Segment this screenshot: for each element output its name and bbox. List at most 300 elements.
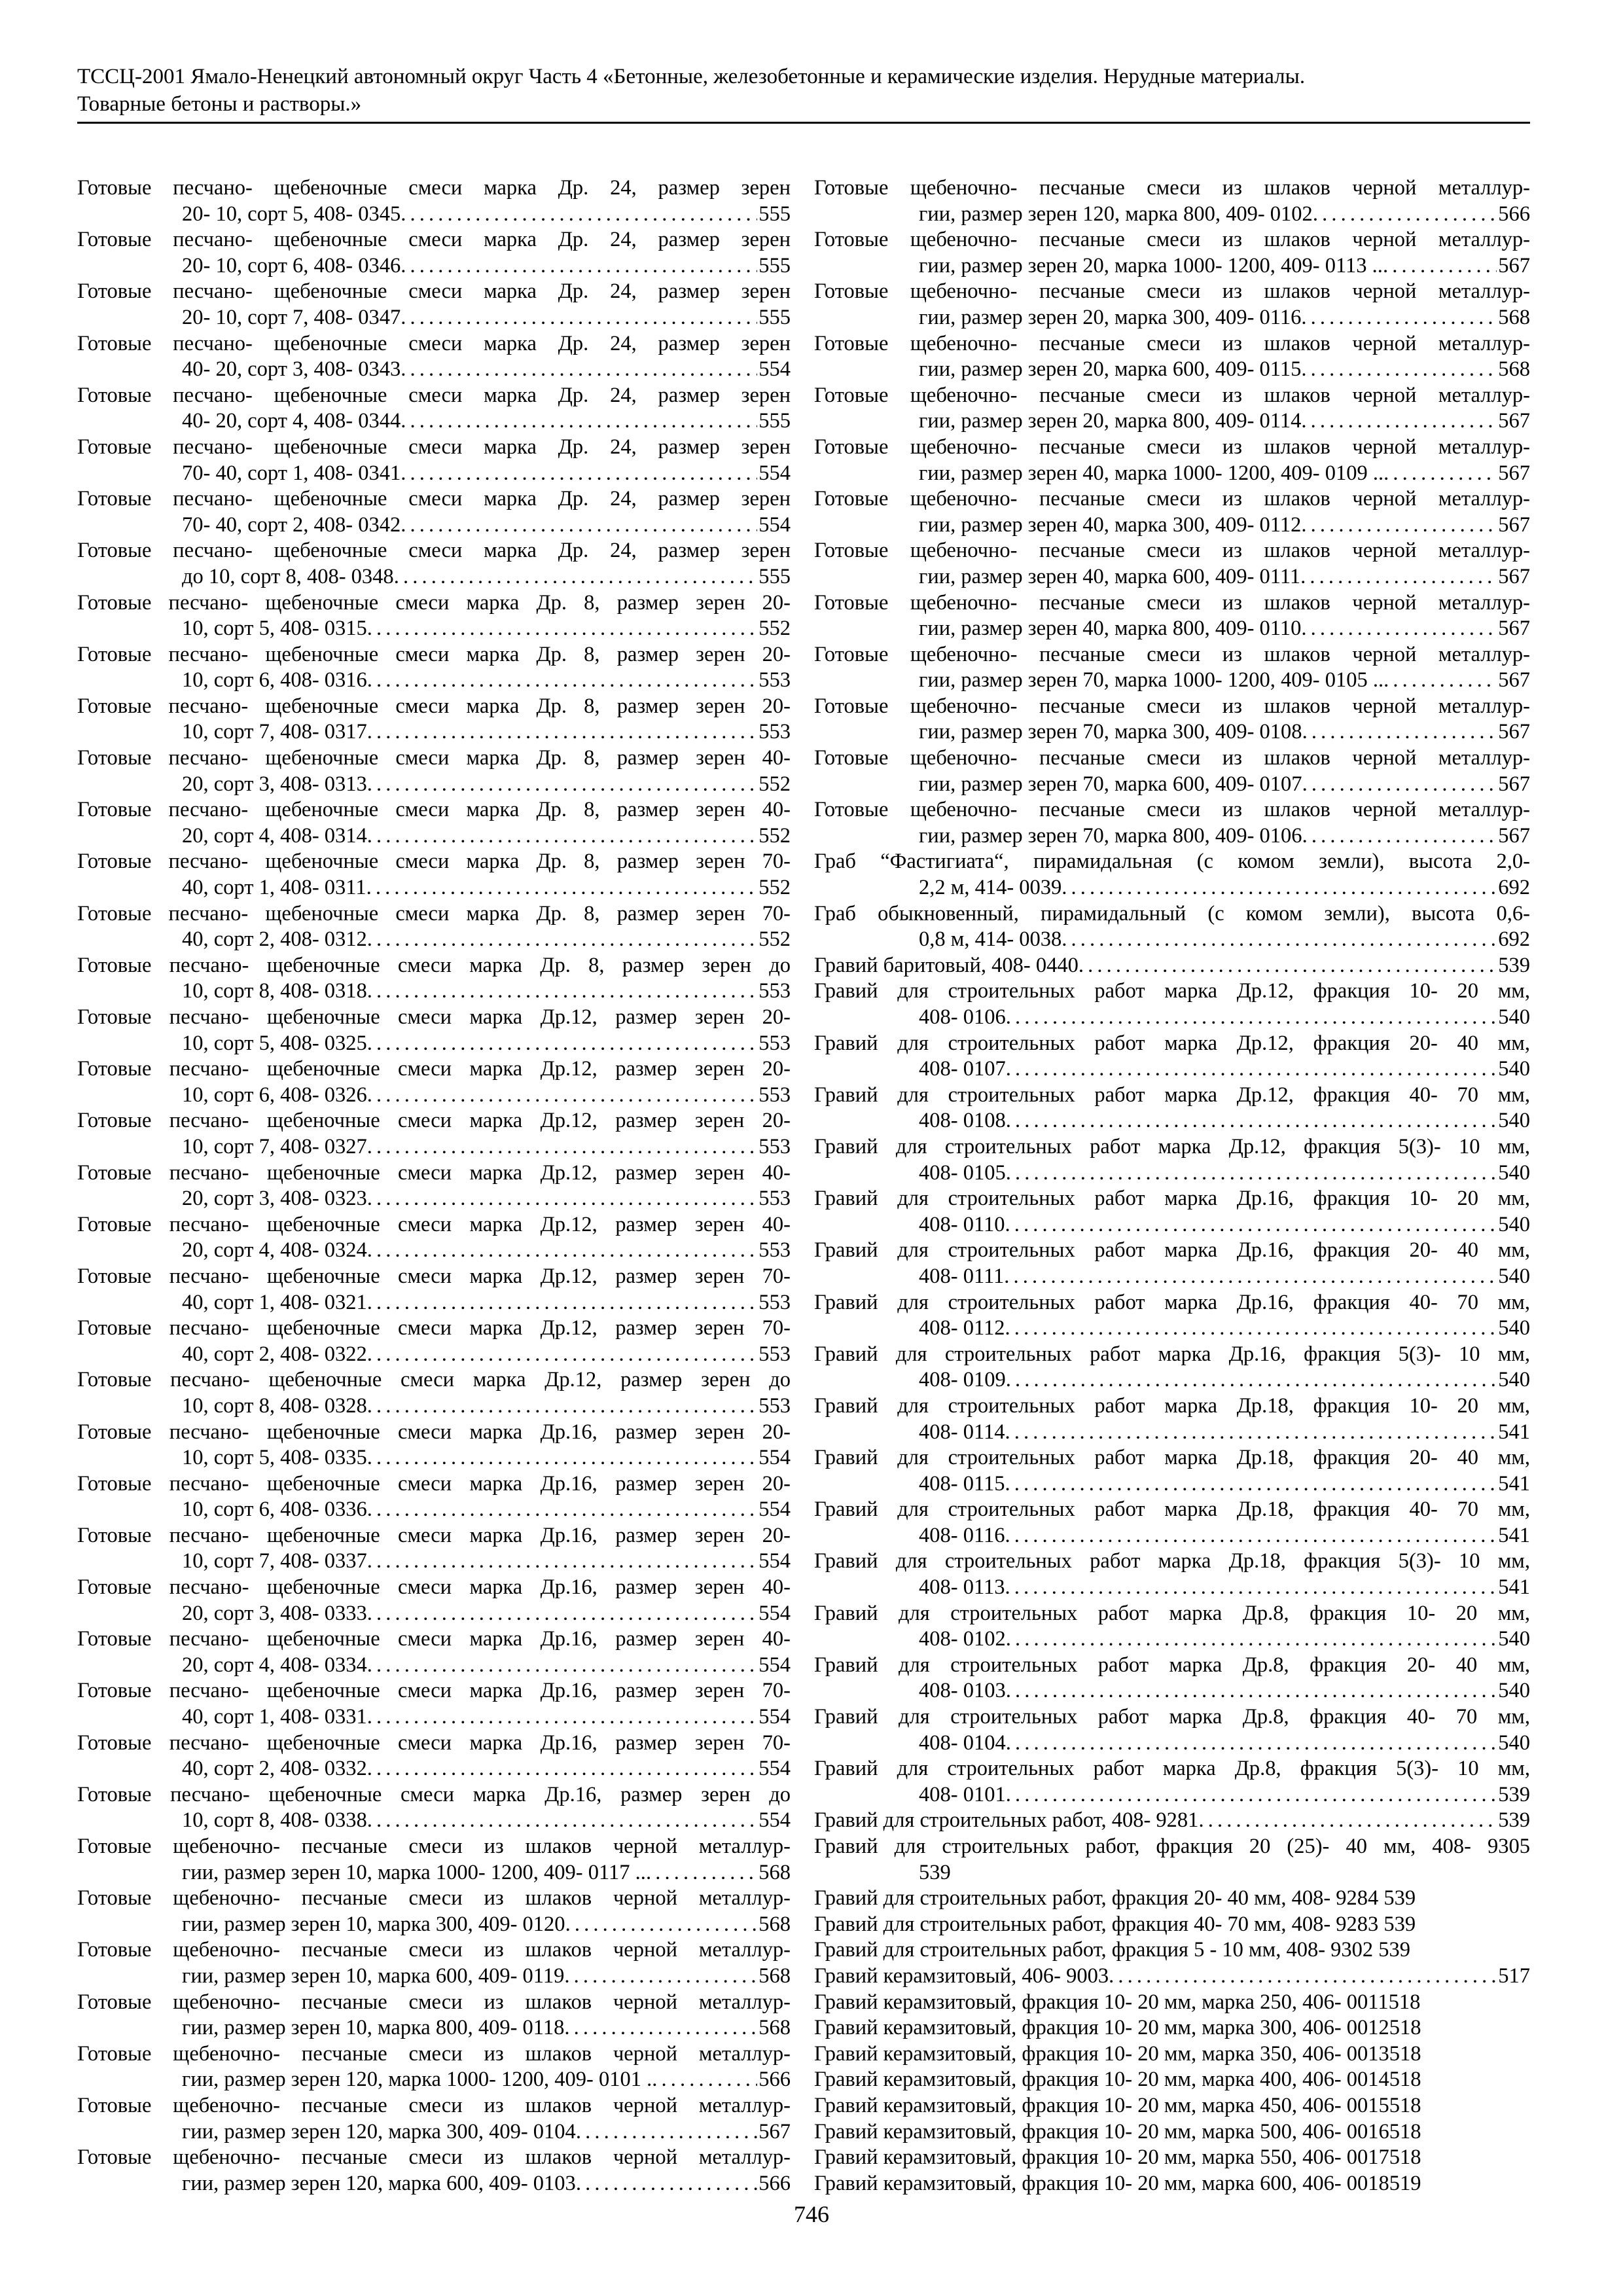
index-entry: [814, 279, 1530, 331]
entry-continuation: [814, 305, 1530, 331]
entry-continuation: [77, 1808, 791, 1834]
entry-continuation-text: 539: [919, 1860, 951, 1884]
index-entry: [77, 1471, 791, 1523]
index-entry: [77, 694, 791, 745]
entry-continuation: [77, 772, 791, 798]
entry-continuation: [77, 1083, 791, 1109]
index-entry: [814, 1342, 1530, 1393]
entry-continuation-text: 40, сорт 1, 408- 0311: [182, 876, 366, 900]
entry-text: Готовые песчано- щебеночные смеси марка Др. 8, размер зерен 70-: [77, 901, 791, 925]
index-entry: [814, 745, 1530, 797]
index-entry: [814, 1808, 1530, 1834]
entry-continuation-text: 408- 0103: [919, 1679, 1006, 1703]
entry-continuation: [814, 1471, 1530, 1498]
dot-leader: [1005, 1212, 1497, 1238]
entry-text: Готовые щебеночно- песчаные смеси из шлаков черной металлур-: [814, 228, 1530, 252]
entry-continuation-text: 20- 10, сорт 6, 408- 0346: [182, 253, 401, 278]
entry-text: Гравий для строительных работ марка Др.8, фракция 5(3)- 10 мм,: [814, 1757, 1530, 1781]
entry-text: Гравий для строительных работ марка Др.12, фракция 10- 20 мм,: [814, 979, 1530, 1003]
page-ref: 540: [1498, 1264, 1530, 1288]
dot-leader: [1005, 1523, 1497, 1549]
dot-leader: [367, 719, 757, 745]
entry-continuation: [77, 875, 791, 901]
entry-continuation: [814, 1678, 1530, 1704]
dot-leader: [646, 1860, 757, 1886]
page-ref: 540: [1498, 1109, 1530, 1133]
entry-continuation: [77, 1912, 791, 1938]
index-entry: [814, 1756, 1530, 1808]
entry-continuation: [77, 616, 791, 642]
page-ref: 554: [758, 1705, 791, 1729]
entry-continuation: [814, 1264, 1530, 1290]
dot-leader: [564, 1964, 757, 1990]
index-entry: [77, 1523, 791, 1575]
page-ref: 540: [1498, 1160, 1530, 1185]
dot-leader: [1061, 875, 1497, 901]
entry-text: Готовые песчано- щебеночные смеси марка Др.16, размер зерен 40-: [77, 1627, 791, 1651]
page-ref: 553: [758, 1134, 791, 1158]
entry-continuation: [77, 2119, 791, 2145]
dot-leader: [366, 875, 758, 901]
page-ref: 554: [758, 1808, 791, 1833]
entry-continuation: [814, 1367, 1530, 1393]
page-ref: 554: [758, 1549, 791, 1573]
entry-continuation-text: 408- 0109: [919, 1368, 1006, 1392]
entry-continuation-text: 10, сорт 8, 408- 0318: [182, 979, 367, 1003]
entry-continuation: [814, 772, 1530, 798]
entry-text: Готовые песчано- щебеночные смеси марка Др. 24, размер зерен: [77, 228, 791, 252]
entry-continuation: [77, 719, 791, 745]
dot-leader: [1005, 1471, 1497, 1498]
entry-text: Готовые песчано- щебеночные смеси марка Др. 24, размер зерен: [77, 383, 791, 407]
entry-continuation: [77, 1756, 791, 1782]
entry-text: Гравий для строительных работ марка Др.16, фракция 40- 70 мм,: [814, 1290, 1530, 1314]
entry-continuation: [77, 253, 791, 279]
entry-continuation-text: гии, размер зерен 120, марка 600, 409- 0103: [182, 2171, 576, 2195]
page-ref: 555: [758, 409, 791, 433]
index-entry: [814, 1990, 1530, 2016]
entry-text: Готовые щебеночно- песчаные смеси из шлаков черной металлур-: [814, 746, 1530, 770]
entry-continuation-text: 408- 0104: [919, 1731, 1006, 1755]
entry-line: [814, 953, 1530, 979]
index-entry: [77, 1626, 791, 1678]
index-entry: [77, 1782, 791, 1834]
dot-leader: [1301, 512, 1497, 539]
entry-text: Готовые песчано- щебеночные смеси марка Др. 8, размер зерен 20-: [77, 590, 791, 615]
entry-text: Готовые щебеночно- песчаные смеси из шлаков черной металлур-: [814, 279, 1530, 304]
entry-text: Готовые песчано- щебеночные смеси марка Др.12, размер зерен 20-: [77, 1005, 791, 1029]
page-ref: 553: [758, 1393, 791, 1418]
entry-continuation-text: 10, сорт 5, 408- 0315: [182, 617, 367, 641]
dot-leader: [367, 1549, 757, 1575]
entry-text: Готовые песчано- щебеночные смеси марка Др. 8, размер зерен 20-: [77, 642, 791, 666]
entry-continuation-text: 20, сорт 3, 408- 0323: [182, 1187, 367, 1211]
dot-leader: [1004, 1264, 1497, 1290]
entry-continuation-text: гии, размер зерен 40, марка 1000- 1200, 409- 0109 ..: [919, 461, 1384, 485]
entry-continuation: [77, 1238, 791, 1264]
page-ref: 553: [758, 1342, 791, 1366]
index-entry: [77, 1937, 791, 1989]
entry-text: Гравий керамзитовый, 406- 9003: [814, 1964, 1109, 1988]
entry-continuation-text: 408- 0112: [919, 1316, 1005, 1340]
entry-text: Готовые щебеночно- песчаные смеси из шлаков черной металлур-: [77, 1990, 791, 2014]
entry-continuation-text: гии, размер зерен 40, марка 800, 409- 0110: [919, 617, 1302, 641]
dot-leader: [401, 512, 757, 539]
entry-continuation: [814, 616, 1530, 642]
page-ref: 517: [1498, 1964, 1530, 1988]
dot-leader: [367, 1393, 757, 1420]
page-ref: 540: [1498, 1005, 1530, 1029]
entry-continuation: [814, 1860, 1530, 1886]
entry-continuation-text: гии, размер зерен 10, марка 600, 409- 0119: [182, 1964, 565, 1988]
entry-text: Готовые песчано- щебеночные смеси марка Др.12, размер зерен до: [77, 1368, 791, 1392]
dot-leader: [1006, 1626, 1497, 1653]
entry-continuation-text: 20- 10, сорт 7, 408- 0347: [182, 305, 401, 329]
header-rule: [77, 122, 1530, 124]
entry-continuation: [814, 1316, 1530, 1342]
entry-continuation: [814, 564, 1530, 590]
dot-leader: [1006, 1160, 1497, 1187]
entry-text: Гравий баритовый, 408- 0440: [814, 953, 1079, 977]
entry-continuation: [77, 1134, 791, 1160]
entry-text: Гравий для строительных работ, фракция 40- 70 мм, 408- 9283 539: [814, 1912, 1416, 1936]
index-entry: [77, 953, 791, 1005]
dot-leader: [401, 305, 757, 331]
entry-continuation-text: гии, размер зерен 70, марка 1000- 1200, 409- 0105 ..: [919, 668, 1384, 692]
entry-continuation-text: 10, сорт 7, 408- 0317: [182, 720, 367, 744]
dot-leader: [367, 1083, 757, 1109]
dot-leader: [367, 823, 757, 850]
entry-continuation-text: гии, размер зерен 70, марка 600, 409- 0107: [919, 772, 1302, 796]
page-ref: 553: [758, 1031, 791, 1055]
page-ref: 553: [758, 979, 791, 1003]
entry-continuation-text: гии, размер зерен 120, марка 1000- 1200, 409- 0101 .: [182, 2068, 652, 2092]
dot-leader: [564, 2015, 757, 2041]
entry-continuation: [77, 1704, 791, 1731]
index-entry: [814, 175, 1530, 227]
dot-leader: [367, 1031, 757, 1057]
entry-continuation-text: 408- 0111: [919, 1264, 1005, 1288]
entry-continuation: [814, 1420, 1530, 1446]
entry-continuation-text: 408- 0114: [919, 1420, 1005, 1444]
entry-continuation-text: 10, сорт 8, 408- 0328: [182, 1393, 367, 1418]
dot-leader: [1079, 953, 1497, 979]
page-ref: 553: [758, 1290, 791, 1314]
entry-text: Готовые песчано- щебеночные смеси марка Др.12, размер зерен 40-: [77, 1212, 791, 1236]
dot-leader: [565, 1912, 758, 1938]
entry-continuation-text: 408- 0116: [919, 1523, 1005, 1547]
index-entry: [814, 1653, 1530, 1704]
entry-continuation: [814, 1005, 1530, 1031]
dot-leader: [1302, 823, 1497, 850]
entry-text: Гравий для строительных работ, фракция 5 - 10 мм, 408- 9302 539: [814, 1938, 1411, 1962]
entry-continuation-text: 20, сорт 4, 408- 0314: [182, 823, 367, 848]
entry-continuation: [77, 1393, 791, 1420]
page-ref: 567: [1498, 617, 1530, 641]
index-entry: [77, 331, 791, 383]
page-ref: 555: [758, 253, 791, 278]
dot-leader: [367, 1290, 757, 1316]
index-entry: [77, 1160, 791, 1212]
index-entry: [814, 227, 1530, 279]
entry-text: Готовые песчано- щебеночные смеси марка Др. 24, размер зерен: [77, 176, 791, 200]
entry-continuation: [814, 823, 1530, 850]
dot-leader: [367, 1808, 757, 1834]
dot-leader: [576, 2171, 757, 2197]
index-entry: [77, 1575, 791, 1626]
index-entry: [814, 1238, 1530, 1289]
entry-continuation-text: 0,8 м, 414- 0038: [919, 927, 1062, 952]
entry-continuation: [814, 408, 1530, 435]
entry-text: Готовые песчано- щебеночные смеси марка Др. 24, размер зерен: [77, 539, 791, 563]
entry-continuation: [77, 1964, 791, 1990]
entry-continuation-text: до 10, сорт 8, 408- 0348: [182, 564, 394, 588]
page-ref: 692: [1498, 876, 1530, 900]
index-entry: [814, 590, 1530, 642]
entry-text: Гравий керамзитовый, фракция 10- 20 мм, марка 250, 406- 0011518: [814, 1990, 1421, 2014]
entry-continuation-text: гии, размер зерен 40, марка 300, 409- 0112: [919, 512, 1302, 537]
index-entry: [814, 1393, 1530, 1445]
dot-leader: [1006, 1056, 1497, 1083]
entry-text: Готовые щебеночно- песчаные смеси из шлаков черной металлур-: [814, 331, 1530, 355]
entry-continuation-text: 20, сорт 4, 408- 0334: [182, 1653, 367, 1677]
index-entry: [814, 2015, 1530, 2041]
entry-continuation: [814, 1056, 1530, 1083]
index-entry: [814, 901, 1530, 953]
index-entry: [814, 435, 1530, 486]
dot-leader: [401, 202, 757, 228]
index-entry: [814, 331, 1530, 383]
dot-leader: [1383, 253, 1497, 279]
page-ref: 540: [1498, 1316, 1530, 1340]
entry-text: Гравий для строительных работ марка Др.12, фракция 40- 70 мм,: [814, 1083, 1530, 1107]
index-entry: [77, 2041, 791, 2093]
page-ref: 540: [1498, 1057, 1530, 1081]
index-entry: [814, 1704, 1530, 1756]
dot-leader: [367, 978, 757, 1005]
index-entry: [77, 1834, 791, 1886]
index-entry: [814, 1290, 1530, 1342]
page-ref: 567: [1498, 409, 1530, 433]
entry-text: Готовые щебеночно- песчаные смеси из шлаков черной металлур-: [77, 1938, 791, 1962]
entry-continuation: [77, 668, 791, 694]
entry-text: Готовые песчано- щебеночные смеси марка Др.16, размер зерен 20-: [77, 1471, 791, 1496]
dot-leader: [367, 1134, 757, 1160]
entry-text: Гравий для строительных работ марка Др.16, фракция 20- 40 мм,: [814, 1238, 1530, 1263]
entry-continuation: [77, 1445, 791, 1471]
dot-leader: [367, 1445, 757, 1471]
entry-continuation-text: 10, сорт 7, 408- 0327: [182, 1134, 367, 1158]
entry-text: Гравий для строительных работ марка Др.18, фракция 10- 20 мм,: [814, 1393, 1530, 1418]
entry-text: Готовые щебеночно- песчаные смеси из шлаков черной металлур-: [77, 1886, 791, 1910]
dot-leader: [367, 616, 757, 642]
entry-continuation-text: гии, размер зерен 10, марка 1000- 1200, 409- 0117 ..: [182, 1860, 646, 1884]
entry-continuation-text: гии, размер зерен 70, марка 300, 409- 0108: [919, 720, 1302, 744]
entry-text: Готовые щебеночно- песчаные смеси из шлаков черной металлур-: [77, 2041, 791, 2066]
entry-text: Готовые песчано- щебеночные смеси марка Др.16, размер зерен 40-: [77, 1575, 791, 1600]
entry-continuation: [77, 823, 791, 850]
index-entry: [77, 1731, 791, 1782]
entry-continuation: [77, 1031, 791, 1057]
entry-text: Гравий для строительных работ марка Др.18, фракция 20- 40 мм,: [814, 1446, 1530, 1470]
index-entry: [77, 1420, 791, 1471]
page-ref: 553: [758, 668, 791, 692]
page-ref: 541: [1498, 1420, 1530, 1444]
entry-continuation-text: гии, размер зерен 20, марка 600, 409- 0115: [919, 357, 1302, 382]
entry-text: Готовые песчано- щебеночные смеси марка Др.16, размер зерен до: [77, 1782, 791, 1806]
entry-continuation-text: 70- 40, сорт 2, 408- 0342: [182, 512, 401, 537]
index-entry: [77, 1005, 791, 1056]
entry-text: Готовые щебеночно- песчаные смеси из шлаков черной металлур-: [814, 642, 1530, 666]
page-ref: 568: [1498, 357, 1530, 382]
entry-continuation-text: гии, размер зерен 120, марка 300, 409- 0104: [182, 2119, 576, 2144]
entry-continuation: [814, 1108, 1530, 1134]
page-ref: 540: [1498, 1679, 1530, 1703]
page-ref: 568: [758, 2016, 791, 2040]
page-ref: 552: [758, 617, 791, 641]
entry-continuation-text: 40, сорт 2, 408- 0322: [182, 1342, 367, 1366]
page-ref: 540: [1498, 1368, 1530, 1392]
page-number: 746: [794, 2201, 829, 2227]
entry-continuation: [77, 1549, 791, 1575]
entry-text: Готовые песчано- щебеночные смеси марка Др. 24, размер зерен: [77, 331, 791, 355]
index-entry: [814, 953, 1530, 979]
dot-leader: [401, 408, 757, 435]
dot-leader: [367, 772, 757, 798]
entry-text: Готовые песчано- щебеночные смеси марка Др. 8, размер зерен 70-: [77, 850, 791, 874]
page-ref: 566: [758, 2171, 791, 2195]
entry-line: [814, 1808, 1530, 1834]
entry-text: Гравий керамзитовый, фракция 10- 20 мм, марка 300, 406- 0012518: [814, 2016, 1421, 2040]
dot-leader: [1302, 772, 1497, 798]
page-ref: 552: [758, 927, 791, 952]
entry-continuation-text: гии, размер зерен 40, марка 600, 409- 0111: [919, 564, 1301, 588]
entry-text: Гравий для строительных работ, фракция 20- 40 мм, 408- 9284 539: [814, 1886, 1416, 1910]
entry-continuation: [77, 1601, 791, 1627]
entry-text: Готовые щебеночно- песчаные смеси из шлаков черной металлур-: [814, 487, 1530, 511]
page-ref: 541: [1498, 1575, 1530, 1600]
dot-leader: [1302, 719, 1497, 745]
entry-continuation: [77, 1290, 791, 1316]
page-ref: 555: [758, 202, 791, 226]
index-entry: [77, 383, 791, 435]
entry-continuation-text: 408- 0108: [919, 1109, 1006, 1133]
entry-continuation-text: 40- 20, сорт 4, 408- 0344: [182, 409, 401, 433]
entry-text: Гравий керамзитовый, фракция 10- 20 мм, марка 500, 406- 0016518: [814, 2119, 1421, 2144]
entry-continuation: [814, 1212, 1530, 1238]
entry-text: Готовые песчано- щебеночные смеси марка Др. 24, размер зерен: [77, 435, 791, 459]
page-ref: 553: [758, 720, 791, 744]
dot-leader: [652, 2067, 757, 2093]
index-entry: [814, 1445, 1530, 1497]
dot-leader: [401, 461, 757, 487]
index-entry: [814, 2093, 1530, 2119]
index-entry: [814, 1031, 1530, 1083]
entry-continuation: [77, 1342, 791, 1368]
page-ref: 554: [758, 357, 791, 382]
entry-text: Гравий для строительных работ марка Др.8, фракция 40- 70 мм,: [814, 1705, 1530, 1729]
dot-leader: [367, 1186, 757, 1212]
index-column-left: [77, 175, 791, 2197]
entry-continuation-text: гии, размер зерен 20, марка 1000- 1200, 409- 0113 ..: [919, 253, 1383, 278]
entry-text: Готовые щебеночно- песчаные смеси из шлаков черной металлур-: [814, 694, 1530, 718]
index-entry: [814, 694, 1530, 745]
dot-leader: [1300, 564, 1497, 590]
entry-continuation-text: 40, сорт 2, 408- 0332: [182, 1757, 367, 1781]
page-ref: 568: [1498, 305, 1530, 329]
page-ref: 567: [1498, 720, 1530, 744]
index-entry: [814, 486, 1530, 538]
index-entry: [814, 2041, 1530, 2068]
entry-continuation: [814, 1626, 1530, 1653]
index-entry: [814, 1937, 1530, 1964]
entry-text: Гравий керамзитовый, фракция 10- 20 мм, марка 550, 406- 0017518: [814, 2145, 1421, 2170]
dot-leader: [1198, 1808, 1497, 1834]
dot-leader: [1006, 1678, 1497, 1704]
page-ref: 554: [758, 1446, 791, 1470]
page-ref: 555: [758, 305, 791, 329]
entry-text: Гравий для строительных работ, 408- 9281: [814, 1808, 1199, 1833]
entry-text: Гравий керамзитовый, фракция 10- 20 мм, марка 350, 406- 0013518: [814, 2041, 1421, 2066]
page-ref: 554: [758, 512, 791, 537]
entry-continuation: [77, 461, 791, 487]
entry-continuation: [814, 668, 1530, 694]
entry-continuation-text: гии, размер зерен 20, марка 800, 409- 0114: [919, 409, 1302, 433]
page-ref: 539: [1498, 1782, 1530, 1806]
entry-text: Готовые песчано- щебеночные смеси марка Др.12, размер зерен 70-: [77, 1264, 791, 1288]
page-ref: 567: [1498, 823, 1530, 848]
dot-leader: [401, 253, 757, 279]
entry-continuation-text: 20, сорт 4, 408- 0324: [182, 1238, 367, 1263]
dot-leader: [1301, 616, 1497, 642]
index-entry: [814, 849, 1530, 901]
index-entry: [77, 227, 791, 279]
index-entry: [814, 642, 1530, 694]
page-ref: 554: [758, 1498, 791, 1522]
index-entry: [814, 2119, 1530, 2145]
entry-continuation-text: 2,2 м, 414- 0039: [919, 876, 1062, 900]
entry-text: Готовые песчано- щебеночные смеси марка Др.12, размер зерен 40-: [77, 1160, 791, 1185]
index-entry: [77, 1367, 791, 1419]
page-ref: 552: [758, 823, 791, 848]
entry-text: Граб обыкновенный, пирамидальный (с комом земли), высота 0,6-: [814, 901, 1530, 925]
entry-continuation: [77, 357, 791, 383]
entry-continuation-text: 408- 0110: [919, 1212, 1005, 1236]
entry-text: Гравий для строительных работ марка Др.18, фракция 5(3)- 10 мм,: [814, 1549, 1530, 1573]
page-ref: 554: [758, 461, 791, 485]
index-entry: [814, 978, 1530, 1030]
entry-continuation-text: 10, сорт 6, 408- 0326: [182, 1083, 367, 1107]
page-ref: 541: [1498, 1523, 1530, 1547]
entry-text: Готовые щебеночно- песчаные смеси из шлаков черной металлур-: [814, 539, 1530, 563]
page-ref: 540: [1498, 1627, 1530, 1651]
entry-text: Готовые песчано- щебеночные смеси марка Др. 24, размер зерен: [77, 279, 791, 304]
page-ref: 568: [758, 1912, 791, 1936]
page-ref: 568: [758, 1860, 791, 1884]
entry-continuation-text: 40, сорт 2, 408- 0312: [182, 927, 367, 952]
dot-leader: [1061, 927, 1497, 953]
entry-text: Готовые песчано- щебеночные смеси марка Др.16, размер зерен 20-: [77, 1420, 791, 1444]
entry-continuation: [814, 253, 1530, 279]
entry-continuation-text: 10, сорт 6, 408- 0316: [182, 668, 367, 692]
index-entry: [77, 1678, 791, 1730]
entry-continuation: [814, 202, 1530, 228]
entry-continuation: [77, 978, 791, 1005]
entry-text: Готовые песчано- щебеночные смеси марка Др.12, размер зерен 20-: [77, 1057, 791, 1081]
entry-continuation-text: 40, сорт 1, 408- 0331: [182, 1705, 367, 1729]
entry-text: Гравий для строительных работ марка Др.18, фракция 40- 70 мм,: [814, 1498, 1530, 1522]
header-line-2: Товарные бетоны и растворы.»: [77, 92, 362, 116]
